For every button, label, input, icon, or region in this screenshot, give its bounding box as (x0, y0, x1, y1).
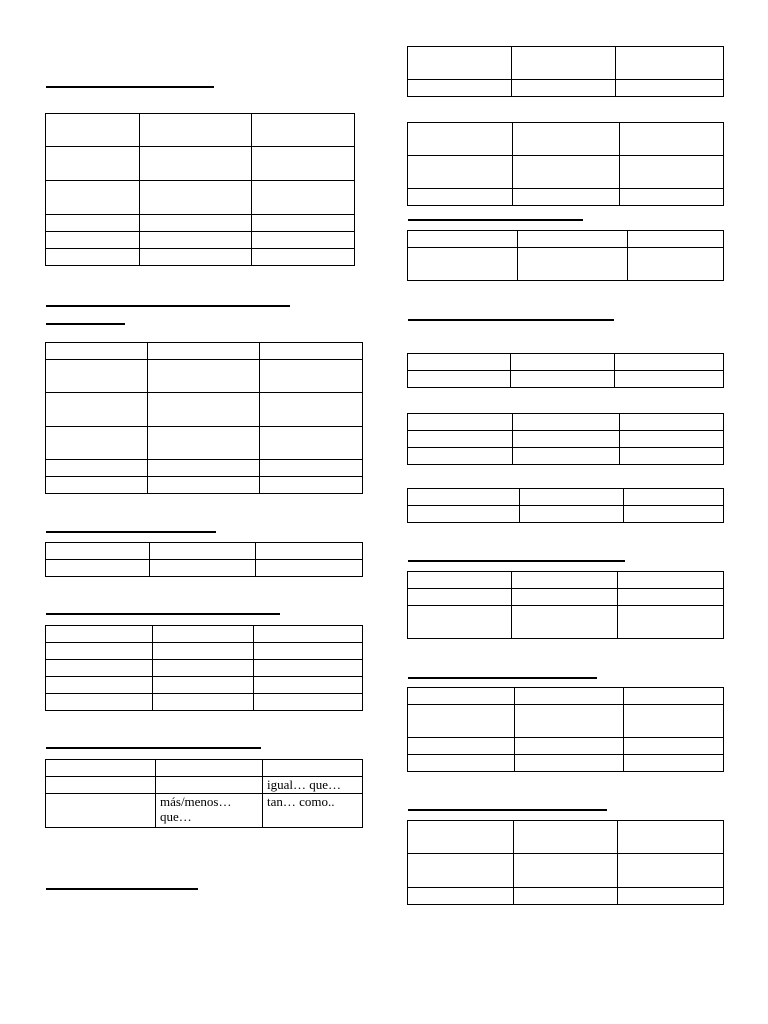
grammar-table-right-7 (407, 571, 724, 639)
heading-rule-left-2a (46, 305, 290, 307)
grammar-table-right-9 (407, 820, 724, 905)
heading-rule-left-3 (46, 531, 216, 533)
heading-rule-right-5 (408, 809, 607, 811)
grammar-table-left-2 (45, 342, 363, 494)
grammar-table-right-5 (407, 413, 724, 465)
grammar-table-right-3 (407, 230, 724, 281)
heading-rule-left-4 (46, 613, 280, 615)
cell-mas-menos-que: más/menos… que… (156, 794, 263, 828)
heading-rule-right-3 (408, 560, 625, 562)
grammar-table-left-1 (45, 113, 355, 266)
grammar-table-right-2 (407, 122, 724, 206)
grammar-table-right-8 (407, 687, 724, 772)
heading-rule-right-4 (408, 677, 597, 679)
grammar-table-left-3 (45, 542, 363, 577)
grammar-table-left-4 (45, 625, 363, 711)
heading-rule-right-1 (408, 219, 583, 221)
heading-rule-left-5 (46, 747, 261, 749)
grammar-table-right-1 (407, 46, 724, 97)
cell-igual-que: igual… que… (263, 777, 363, 794)
grammar-table-right-4 (407, 353, 724, 388)
grammar-table-right-6 (407, 488, 724, 523)
heading-rule-left-2b (46, 323, 125, 325)
cell-tan-como: tan… como.. (263, 794, 363, 828)
heading-rule-left-1 (46, 86, 214, 88)
heading-rule-right-2 (408, 319, 614, 321)
heading-rule-left-6 (46, 888, 198, 890)
comparison-table (45, 759, 363, 828)
